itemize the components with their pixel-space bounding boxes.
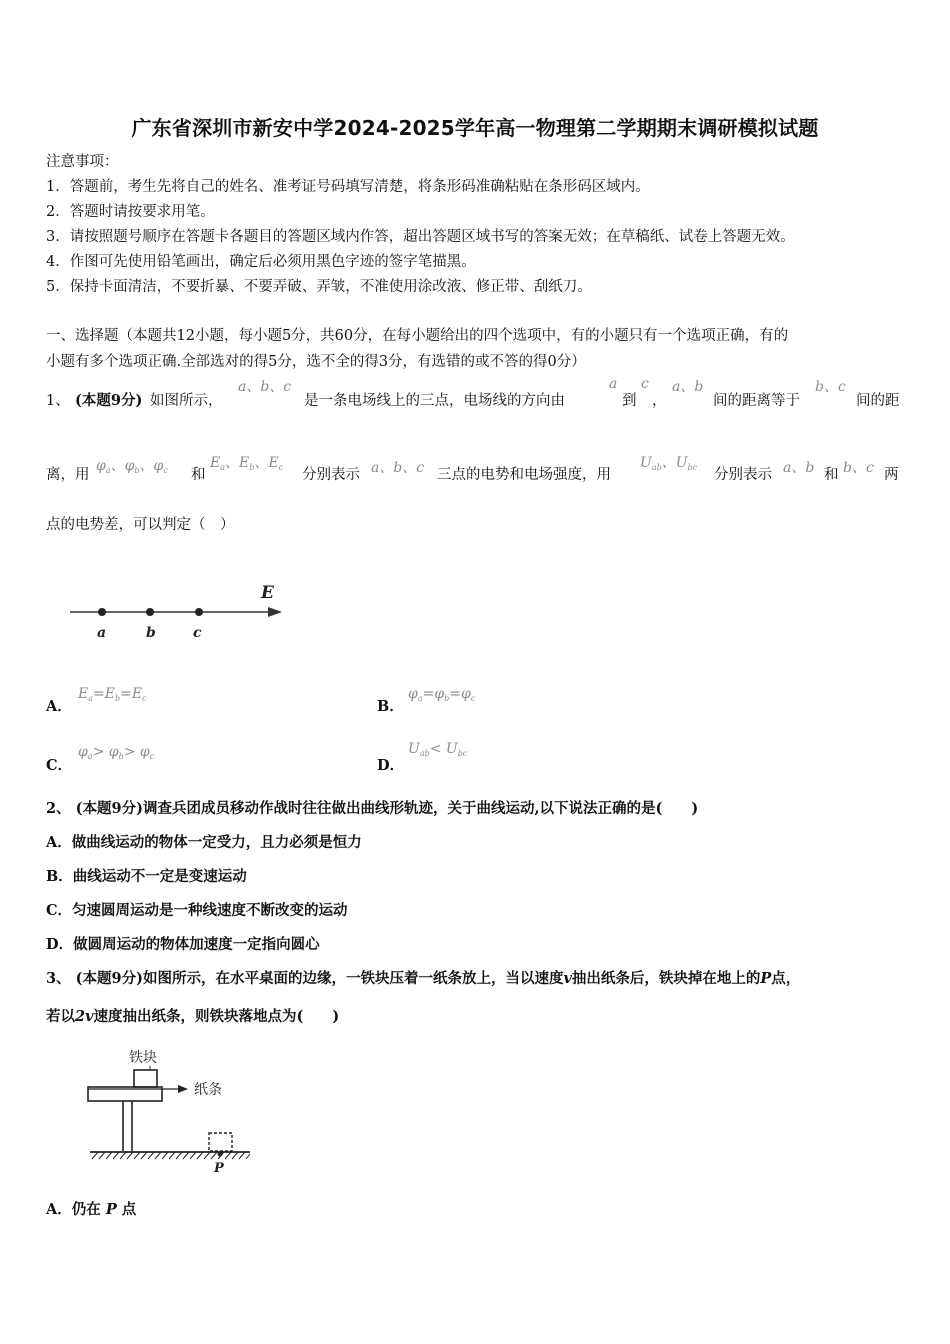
point-a-dot bbox=[98, 608, 106, 616]
q1-option-d-label: D． bbox=[377, 757, 405, 774]
page-title: 广东省深圳市新安中学2024-2025学年高一物理第二学期期末调研模拟试题 bbox=[131, 116, 819, 140]
q1-math-phi: $\varphi_a$、$\varphi_b$、$\varphi_c$ bbox=[96, 458, 168, 475]
q1-text-12: 和 bbox=[824, 467, 839, 483]
section1-line1: 一、选择题（本题共12小题，每小题5分，共60分，在每小题给出的四个选项中，有的小题只有一个选项正确，有的 bbox=[46, 328, 789, 344]
point-b-label: b bbox=[146, 625, 156, 641]
ground-hatching bbox=[92, 1152, 250, 1159]
block-label: 铁块 bbox=[129, 1050, 157, 1066]
q1-math-abc-2: a、b、c bbox=[371, 460, 425, 476]
q2-option-c: C．匀速圆周运动是一种线速度不断改变的运动 bbox=[46, 902, 348, 919]
q2-stem: 2、 (本题9分)调查兵团成员移动作战时往往做出曲线形轨迹，关于曲线运动,以下说法正确的是( ) bbox=[46, 800, 699, 817]
q1-option-c-formula: $\varphi_a> \varphi_b> \varphi_c$ bbox=[78, 744, 155, 761]
iron-block bbox=[134, 1070, 157, 1087]
point-c-dot bbox=[195, 608, 203, 616]
q1-text-4: ， bbox=[652, 393, 667, 409]
q1-math-bc: b、c bbox=[815, 379, 846, 395]
q1-option-b-formula: $\varphi_a=\varphi_b=\varphi_c$ bbox=[408, 686, 476, 703]
landing-dashed-box bbox=[209, 1133, 232, 1151]
field-label-E: E bbox=[261, 583, 274, 603]
q3-stem-line2: 若以2v速度抽出纸条，则铁块落地点为( ) bbox=[46, 1008, 340, 1025]
q1-text-3: 到 bbox=[622, 393, 637, 409]
q1-math-U: $U_{ab}$、$U_{bc}$ bbox=[640, 455, 698, 472]
q1-math-ab-2: a、b bbox=[783, 460, 815, 476]
q1-text-13: 两 bbox=[884, 467, 899, 483]
point-b-dot bbox=[146, 608, 154, 616]
q1-math-abc: a、b、c bbox=[238, 379, 292, 395]
q1-text-6: 间的距 bbox=[856, 393, 900, 409]
notice-item-1: 1．答题前，考生先将自己的姓名、准考证号码填写清楚，将条形码准确粘贴在条形码区域内。 bbox=[46, 179, 650, 195]
q1-text-2: 是一条电场线上的三点，电场线的方向由 bbox=[304, 393, 565, 409]
q1-text-5: 间的距离等于 bbox=[713, 393, 800, 409]
notice-item-5: 5．保持卡面清洁，不要折暴、不要弄破、弄皱，不准使用涂改液、修正带、刮纸刀。 bbox=[46, 279, 592, 295]
q3-stem-line1: 3、 (本题9分)如图所示，在水平桌面的边缘，一铁块压着一纸条放上，当以速度v抽出纸条后，铁块掉在地上的P点， bbox=[46, 970, 801, 987]
strip-label: 纸条 bbox=[194, 1082, 222, 1098]
point-c-label: c bbox=[193, 625, 202, 641]
q1-text-11: 分别表示 bbox=[714, 467, 772, 483]
notice-item-4: 4．作图可先使用铅笔画出，确定后必须用黑色字迹的签字笔描黑。 bbox=[46, 254, 476, 270]
field-arrow-head bbox=[268, 607, 282, 617]
q1-text-7: 离，用 bbox=[46, 467, 90, 483]
q1-math-a: a bbox=[609, 376, 618, 392]
q1-math-ab: a、b bbox=[672, 379, 704, 395]
q1-option-a-label: A． bbox=[46, 698, 72, 715]
q1-text-14: 点的电势差，可以判定（ ） bbox=[46, 517, 235, 533]
q2-option-d: D．做圆周运动的物体加速度一定指向圆心 bbox=[46, 936, 320, 953]
q1-option-c-label: C． bbox=[46, 757, 73, 774]
notice-item-2: 2．答题时请按要求用笔。 bbox=[46, 204, 215, 220]
q1-score: (本题9分) bbox=[75, 392, 143, 409]
q1-math-c: c bbox=[641, 376, 649, 392]
q1-math-bc-2: b、c bbox=[843, 460, 874, 476]
q1-text-10: 三点的电势和电场强度，用 bbox=[437, 467, 611, 483]
q1-option-a-formula: $E_a=E_b=E_c$ bbox=[78, 686, 147, 703]
q1-text-8: 和 bbox=[191, 467, 206, 483]
point-P-dot bbox=[218, 1152, 223, 1157]
point-P-label: P bbox=[214, 1161, 224, 1176]
q1-text-9: 分别表示 bbox=[302, 467, 360, 483]
q1-field-line-figure bbox=[60, 576, 300, 666]
q1-option-b-label: B． bbox=[377, 698, 404, 715]
notice-heading: 注意事项： bbox=[46, 154, 119, 170]
strip-arrow-head bbox=[178, 1085, 188, 1093]
q2-option-b: B．曲线运动不一定是变速运动 bbox=[46, 868, 247, 885]
q3-table-figure bbox=[84, 1042, 264, 1182]
q1-option-d-formula: $U_{ab}< U_{bc}$ bbox=[408, 741, 468, 758]
q3-option-a: A．仍在 P 点 bbox=[46, 1201, 137, 1218]
q2-option-a: A．做曲线运动的物体一定受力，且力必须是恒力 bbox=[46, 834, 362, 851]
section1-line2: 小题有多个选项正确.全部选对的得5分，选不全的得3分，有选错的或不答的得0分） bbox=[46, 354, 586, 370]
q1-math-E: $E_a$、$E_b$、$E_c$ bbox=[210, 455, 284, 472]
point-a-label: a bbox=[97, 625, 107, 641]
notice-item-3: 3．请按照题号顺序在答题卡各题目的答题区域内作答，超出答题区域书写的答案无效；在草稿纸、试卷上答题无效。 bbox=[46, 229, 795, 245]
q1-text-1: 如图所示， bbox=[150, 393, 223, 409]
q1-number: 1、 bbox=[46, 393, 70, 409]
